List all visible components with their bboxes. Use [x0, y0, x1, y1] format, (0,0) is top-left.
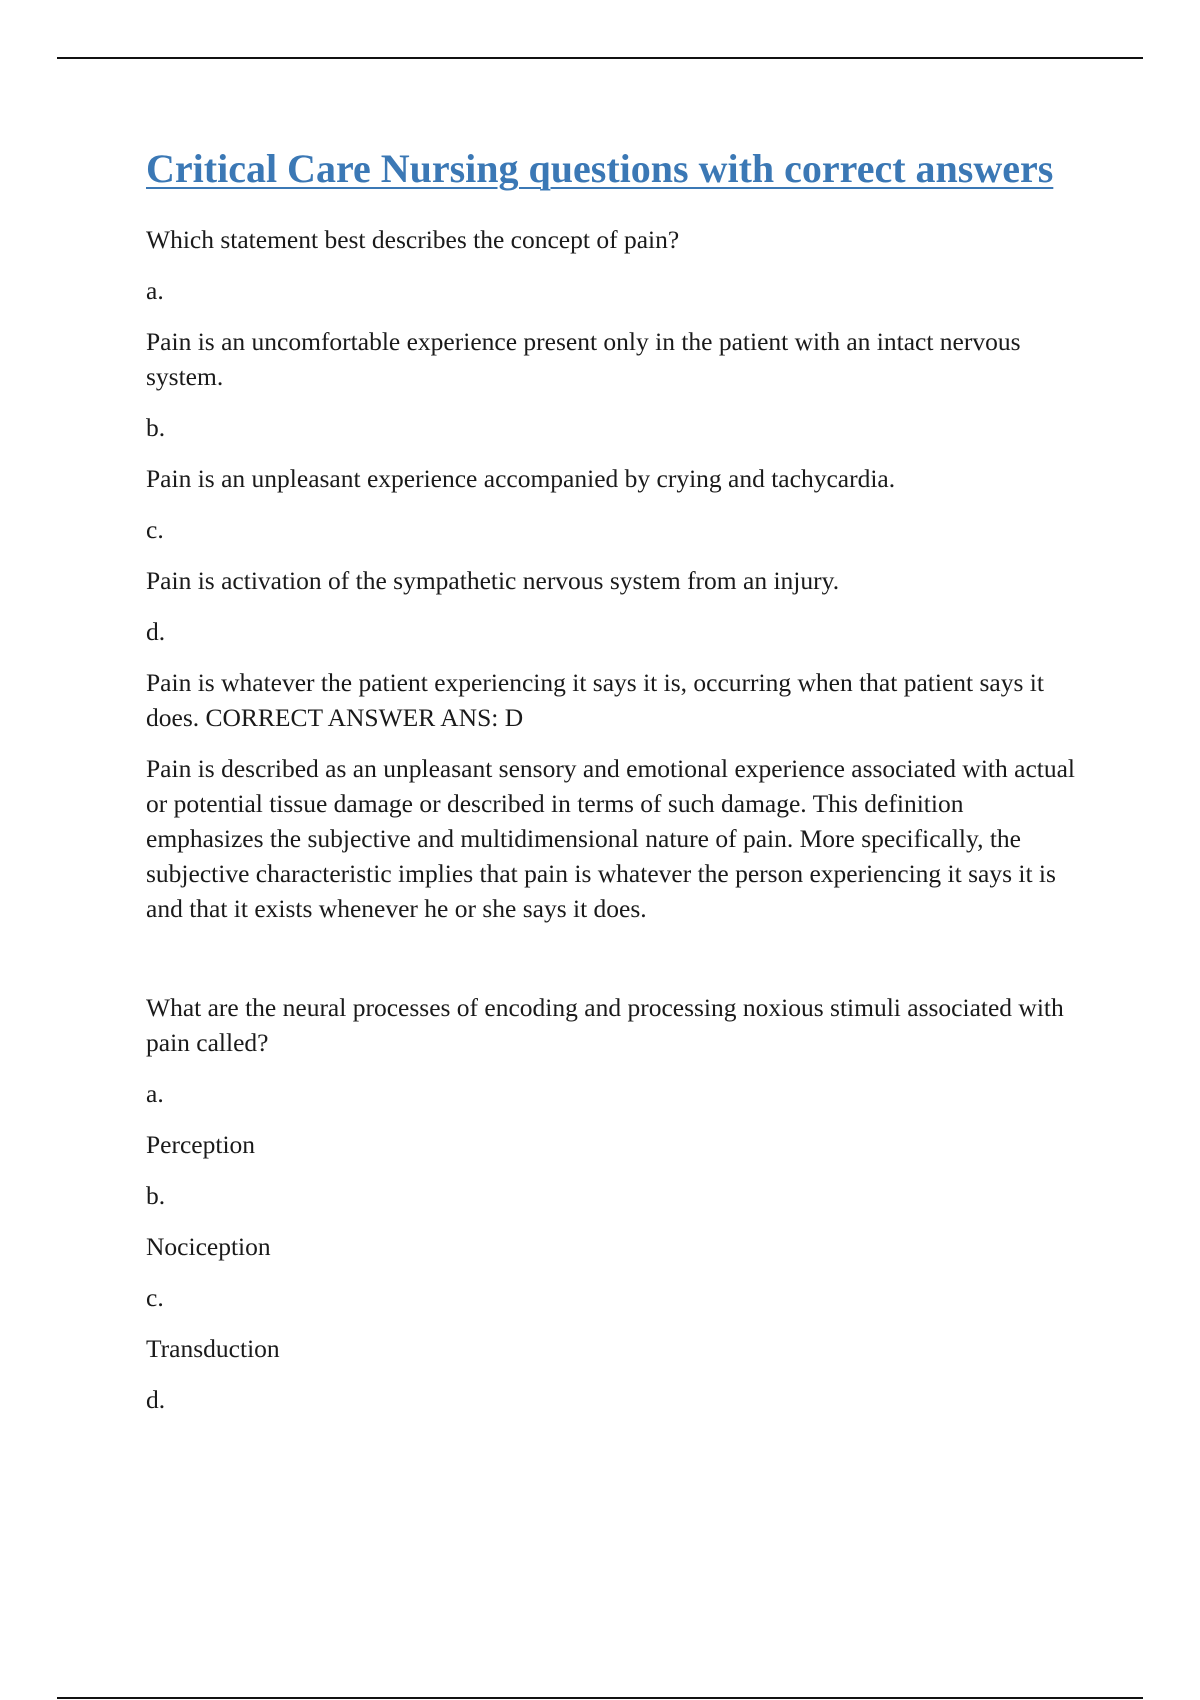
question-2: [146, 990, 1076, 1417]
top-rule: [57, 57, 1143, 59]
question-1-stem: Which statement best describes the concept of pain?: [146, 225, 680, 254]
bottom-rule: [57, 1697, 1143, 1699]
question-1-option-b-text: Pain is an unpleasant experience accompanied by crying and tachycardia.: [146, 464, 896, 493]
question-2-option-c-label: c.: [146, 1283, 164, 1312]
question-1-option-d-label: d.: [146, 617, 166, 646]
question-2-option-c-text: Transduction: [146, 1334, 280, 1363]
question-1-option-b-label: b.: [146, 413, 166, 442]
question-2-option-d-label: d.: [146, 1385, 166, 1414]
question-1-option-d-text: Pain is whatever the patient experiencing it says it is, occurring when that patient says it does. CORRECT ANSWER ANS: D: [146, 668, 1044, 732]
document-title: Critical Care Nursing questions with correct answers: [146, 146, 1054, 191]
question-2-option-b-label: b.: [146, 1181, 166, 1210]
question-1-option-c-label: c.: [146, 515, 164, 544]
document-body: [146, 140, 1076, 1433]
question-1-option-a-text: Pain is an uncomfortable experience present only in the patient with an intact nervous system.: [146, 327, 1021, 391]
question-1: [146, 222, 1076, 926]
question-2-option-a-label: a.: [146, 1079, 164, 1108]
section-spacer: [146, 942, 1076, 990]
question-1-rationale: Pain is described as an unpleasant sensory and emotional experience associated with actual or potential tissue damage or described in terms of such damage. This definition emphasizes the subjective and multidimensional nature of pain. More specifically, the subjective characteristic implies that pain is whatever the person experiencing it says it is and that it exists whenever he or she says it does.: [146, 754, 1076, 923]
question-2-stem: What are the neural processes of encoding and processing noxious stimuli associated with pain called?: [146, 993, 1064, 1057]
question-2-option-b-text: Nociception: [146, 1232, 271, 1261]
question-1-option-a-label: a.: [146, 276, 164, 305]
question-1-option-c-text: Pain is activation of the sympathetic nervous system from an injury.: [146, 566, 840, 595]
question-2-option-a-text: Perception: [146, 1130, 256, 1159]
